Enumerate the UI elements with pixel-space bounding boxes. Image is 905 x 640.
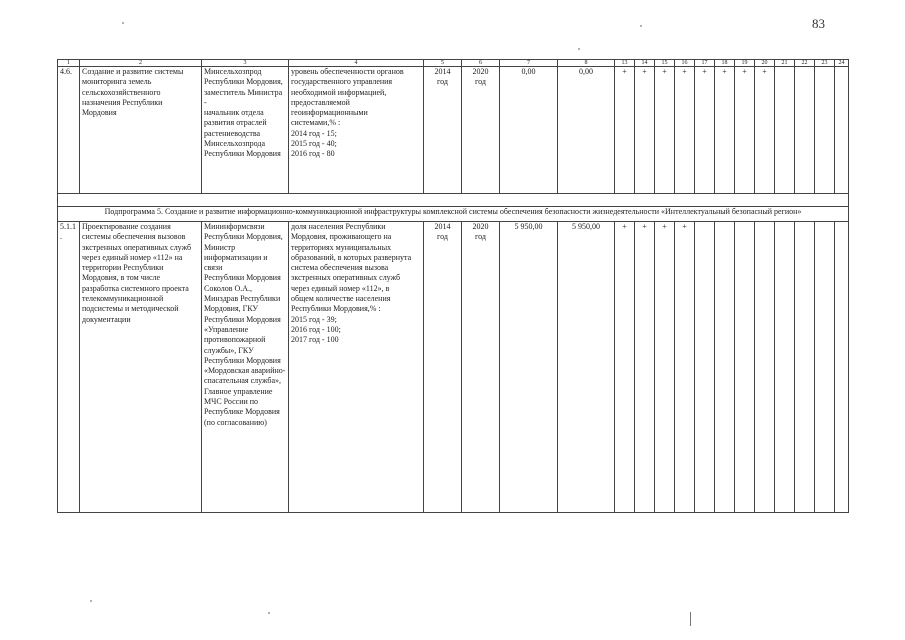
program-table xyxy=(57,59,849,513)
column-numbers-row xyxy=(58,60,849,67)
year-mark xyxy=(775,222,795,513)
col-header: 23 xyxy=(815,60,835,67)
scan-speck xyxy=(122,22,124,24)
col-header: 13 xyxy=(615,60,635,67)
col-header: 7 xyxy=(500,60,558,67)
year-mark xyxy=(715,222,735,513)
spacer-cell xyxy=(58,194,849,207)
col-header: 24 xyxy=(835,60,849,67)
year-mark: + xyxy=(755,67,775,194)
year-mark xyxy=(795,222,815,513)
year-mark xyxy=(835,67,849,194)
col-header: 15 xyxy=(655,60,675,67)
start-year: 2014 год xyxy=(424,222,462,513)
end-year: 2020 год xyxy=(462,67,500,194)
scan-speck xyxy=(640,25,642,27)
measure-name: Создание и развитие системы мониторинга земель сельскохозяйственного назначения Республики Мордовия xyxy=(80,67,202,194)
col-header: 5 xyxy=(424,60,462,67)
col-header: 3 xyxy=(202,60,289,67)
scan-speck xyxy=(578,48,580,50)
year-mark: + xyxy=(635,67,655,194)
col-header: 14 xyxy=(635,60,655,67)
col-header: 16 xyxy=(675,60,695,67)
year-mark xyxy=(775,67,795,194)
year-mark: + xyxy=(655,67,675,194)
year-mark xyxy=(795,67,815,194)
end-year: 2020 год xyxy=(462,222,500,513)
measure-name: Проектирование создания системы обеспечения вызовов экстренных оперативных служб через единый номер «112» на территории Республики Мордовия, в том числе разработка системного проекта телекоммуникационной подсистемы и методической документации xyxy=(80,222,202,513)
funding-col7: 0,00 xyxy=(500,67,558,194)
table-row-5-1-1 xyxy=(58,222,849,513)
col-header: 20 xyxy=(755,60,775,67)
year-mark: + xyxy=(715,67,735,194)
col-header: 22 xyxy=(795,60,815,67)
target-indicator: уровень обеспеченности органов государственного управления необходимой информацией, предоставляемой геоинформационными системами,% : 2014 год - 15; 2015 год - 40; 2016 год - 80 xyxy=(289,67,424,194)
col-header: 8 xyxy=(558,60,615,67)
col-header: 17 xyxy=(695,60,715,67)
year-mark: + xyxy=(695,67,715,194)
year-mark: + xyxy=(675,222,695,513)
year-mark: + xyxy=(615,67,635,194)
funding-col8: 5 950,00 xyxy=(558,222,615,513)
year-mark: + xyxy=(655,222,675,513)
col-header: 18 xyxy=(715,60,735,67)
year-mark xyxy=(815,67,835,194)
subprogram-row xyxy=(58,207,849,222)
table-row-4-6 xyxy=(58,67,849,194)
page-number: 83 xyxy=(812,16,825,31)
col-header: 2 xyxy=(80,60,202,67)
year-mark xyxy=(695,222,715,513)
scan-mark xyxy=(690,612,691,626)
funding-col8: 0,00 xyxy=(558,67,615,194)
row-number: 4.6. xyxy=(58,67,80,194)
year-mark: + xyxy=(675,67,695,194)
year-mark: + xyxy=(735,67,755,194)
year-mark xyxy=(735,222,755,513)
target-indicator: доля населения Республики Мордовия, проживающего на территориях муниципальных образований, в которых развернута система обеспечения вызова экстренных оперативных служб через единый номер «112», в общем количестве населения Республики Мордовия,% : 2015 год - 39; 2016 год - 100; 2017 год - 100 xyxy=(289,222,424,513)
start-year: 2014 год xyxy=(424,67,462,194)
scan-speck xyxy=(90,600,92,602)
year-mark: + xyxy=(615,222,635,513)
year-mark xyxy=(815,222,835,513)
col-header: 6 xyxy=(462,60,500,67)
col-header: 21 xyxy=(775,60,795,67)
col-header: 1 xyxy=(58,60,80,67)
row-number: 5.1.1. xyxy=(58,222,80,513)
funding-col7: 5 950,00 xyxy=(500,222,558,513)
year-mark: + xyxy=(635,222,655,513)
scan-speck xyxy=(268,612,270,614)
subprogram-title: Подпрограмма 5. Создание и развитие информационно-коммуникационной инфраструктуры комплексной системы обеспечения безопасности жизнедеятельности «Интеллектуальный безопасный регион» xyxy=(58,207,849,222)
spacer-row xyxy=(58,194,849,207)
year-mark xyxy=(835,222,849,513)
responsible-executor: Минсельхозпрод Республики Мордовия, заместитель Министра - начальник отдела развития отраслей растениеводства Минсельхозпрода Республики Мордовия xyxy=(202,67,289,194)
year-mark xyxy=(755,222,775,513)
responsible-executor: Мининформсвязи Республики Мордовия, Министр информатизации и связи Республики Мордовия Соколов О.А., Минздрав Республики Мордовия, ГКУ Республики Мордовия «Управление противопожарной службы», ГКУ Республики Мордовия «Мордовская аварийно- спасательная служба», Главное управление МЧС России по Республике Мордовия (по согласованию) xyxy=(202,222,289,513)
col-header: 4 xyxy=(289,60,424,67)
col-header: 19 xyxy=(735,60,755,67)
